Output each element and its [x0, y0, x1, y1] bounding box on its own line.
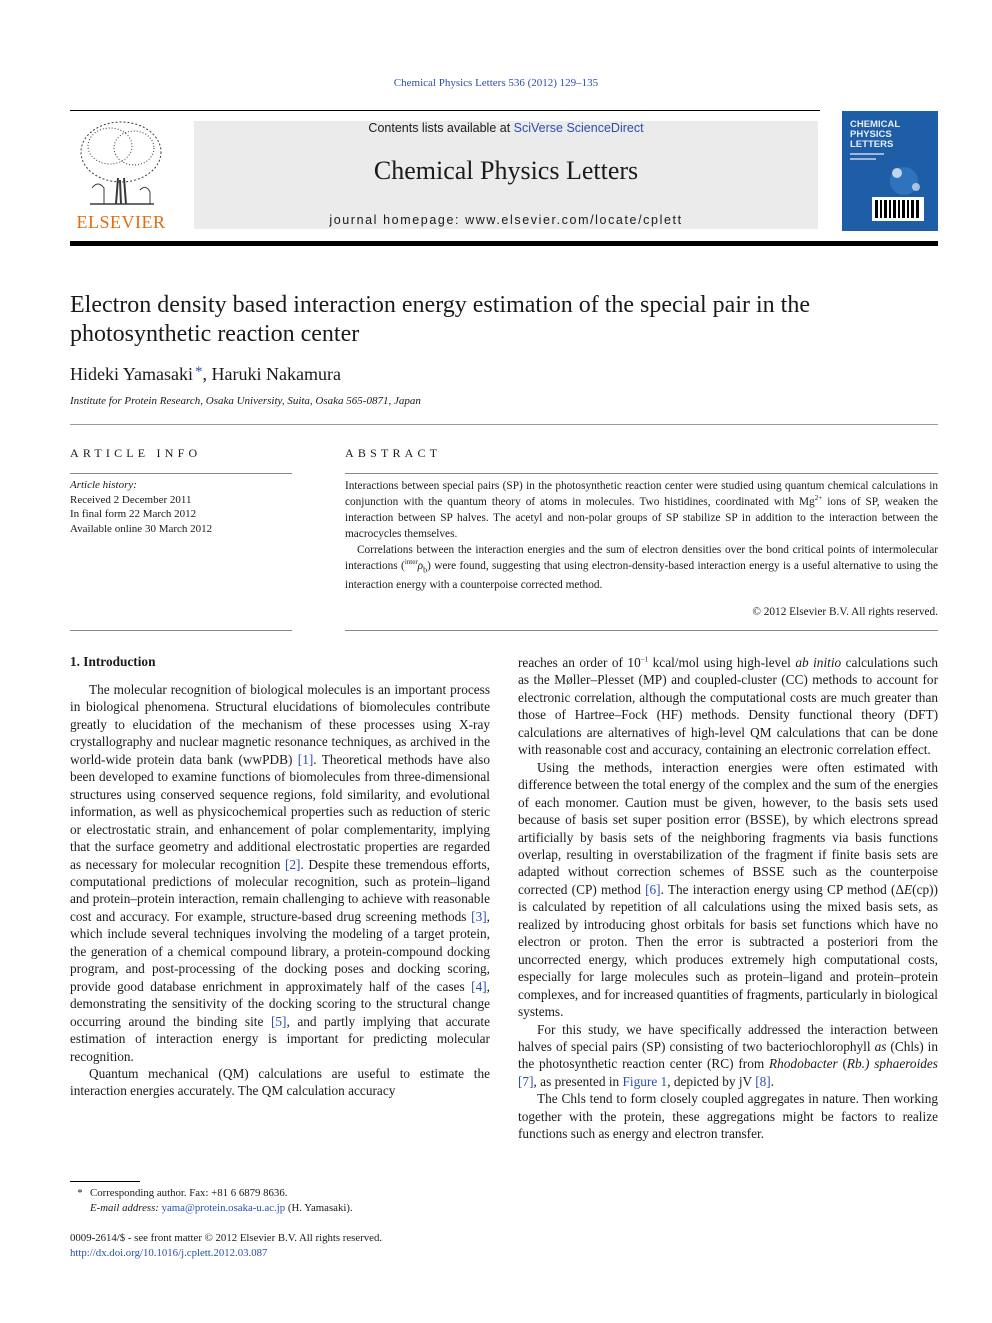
- citation-link[interactable]: [8]: [755, 1073, 771, 1089]
- header-thick-rule: [70, 241, 938, 246]
- citation-link[interactable]: [3]: [471, 908, 487, 924]
- issn-line: 0009-2614/$ - see front matter © 2012 Elsevier B.V. All rights reserved.: [70, 1232, 383, 1244]
- citation-link[interactable]: [6]: [645, 881, 661, 897]
- cover-title-line: CHEMICAL: [850, 119, 901, 130]
- footnote: [70, 1186, 490, 1216]
- body-text: (cp)) is calculated by repetition of all calculations using the mixed basis sets, as realized by introducing ghost orbitals for basis set functions which have no electron or proton. Then the error is subtracted a posteriori from the uncorrected energy, which produces extremely high computational costs, especially for large molecules such as protein–ligand and protein–protein complexes, and for increased quantities of fragments, particularly in biological systems.: [518, 881, 938, 1020]
- footnote-star: *: [77, 1187, 83, 1199]
- body-text: (Chls) in the photosynthetic reaction center (RC) from: [518, 1038, 939, 1072]
- header-rule: [70, 110, 820, 111]
- author-name: Haruki Nakamura: [211, 364, 341, 384]
- abstract-text: Correlations between the interaction energies and the sum of electron densities over the bond critical points of intermolecular interactions (: [345, 543, 938, 572]
- citation-link[interactable]: [1]: [297, 751, 314, 767]
- journal-homepage[interactable]: journal homepage: www.elsevier.com/locate/cplett: [329, 213, 683, 227]
- article-info-rule: [70, 473, 292, 474]
- email-link[interactable]: yama@protein.osaka-u.ac.jp: [161, 1202, 286, 1214]
- rho-symbol: ρ: [417, 559, 424, 572]
- superscript: −1: [640, 655, 649, 664]
- citation-link[interactable]: [7]: [518, 1073, 534, 1089]
- italic-text: ab initio: [795, 655, 842, 670]
- footnote-text: Corresponding author. Fax: +81 6 6879 8636.: [90, 1187, 288, 1199]
- superscript: inter: [404, 557, 418, 566]
- journal-citation[interactable]: Chemical Physics Letters 536 (2012) 129–135: [393, 77, 599, 89]
- footnote-corresponding: [70, 1186, 490, 1201]
- body-text: , demonstrating the sensitivity of the docking scoring to the structural change occurring around the binding site: [70, 978, 490, 1029]
- abstract-bottom-rule: [345, 630, 938, 631]
- body-text: , and partly implying that accurate estimation of interaction energy is important for predicting molecular recognition.: [70, 1013, 490, 1064]
- body-text: calculations such as the Møller–Plesset (MP) and coupled-cluster (CC) methods to account for electronic correlation, although the computational costs are much greater than those of Hartree–Fock (HF) methods. Density functional theory (DFT) calculations are alternatives of high-level QM calculations that can be done with reasonable cost and accuracy, containing an electronic correlation effect.: [518, 655, 938, 758]
- journal-title: Chemical Physics Letters: [373, 156, 639, 185]
- body-paragraph: Quantum mechanical (QM) calculations are useful to estimate the interaction energies accurately. The QM calculation accuracy: [70, 1065, 490, 1099]
- history-label: Article history:: [70, 479, 137, 491]
- abstract-rule: [345, 473, 938, 474]
- citation-link[interactable]: [4]: [471, 978, 487, 994]
- history-final-form: In final form 22 March 2012: [70, 508, 197, 521]
- article-history: [70, 478, 292, 536]
- author-name: Hideki Yamasaki: [70, 364, 193, 384]
- corresponding-author-mark[interactable]: *: [195, 364, 203, 380]
- figure-link[interactable]: Figure 1: [622, 1073, 668, 1089]
- superscript: 2+: [814, 494, 823, 503]
- body-column-right: [518, 654, 938, 1143]
- body-text: The molecular recognition of biological molecules is an important process in biological phenomena. Structural elucidations of biomolecules contribute greatly to elucidation of the mechanism of these processes using X-ray crystallography and nuclear magnetic resonance techniques, as archived in the world-wide protein data bank (wwPDB): [70, 682, 490, 767]
- citation-link[interactable]: [2]: [284, 856, 301, 872]
- italic-text: as: [874, 1038, 887, 1054]
- article-info-heading: ARTICLE INFO: [70, 446, 202, 460]
- abstract-body: [345, 479, 938, 594]
- footnote-rule: [70, 1181, 140, 1182]
- doi-link[interactable]: http://dx.doi.org/10.1016/j.cplett.2012.03.087: [70, 1246, 268, 1259]
- body-text: Using the methods, interaction energies were often estimated with difference between the total energy of the complex and the sum of the energies of each monomer. Caution must be given, however, to the basis sets used because of basis set super position error (BSSE), by which electrons spread artificially by basis sets of the neighboring fragments via basis functions overlap, resulting in overstabilization of the fragment if finite basis sets are adapted without correction schemes of BSSE such as the counterpoise corrected (CP) method: [518, 759, 938, 897]
- abstract-paragraph: [345, 543, 938, 594]
- body-text: , as presented in: [533, 1073, 623, 1089]
- footnote-email: [70, 1201, 490, 1216]
- journal-cover-thumbnail[interactable]: [842, 111, 938, 231]
- elsevier-tree-icon: [70, 118, 172, 210]
- italic-text: E: [904, 881, 913, 897]
- body-text: . The interaction energy using CP method (Δ: [660, 881, 905, 897]
- body-text: , depicted by jV: [667, 1073, 756, 1089]
- section-heading-introduction: 1. Introduction: [70, 654, 156, 669]
- body-text: .: [770, 1073, 775, 1089]
- citation-link[interactable]: [5]: [270, 1013, 287, 1029]
- elsevier-wordmark: ELSEVIER: [76, 212, 166, 232]
- body-text: kcal/mol using high-level: [648, 655, 796, 670]
- body-paragraph: [518, 654, 938, 759]
- cover-artwork-icon: [842, 111, 938, 231]
- cover-title-line: PHYSICS: [850, 129, 892, 140]
- body-paragraph: [70, 681, 490, 1065]
- history-online: Available online 30 March 2012: [70, 522, 213, 535]
- body-column-left: [70, 681, 490, 1100]
- subscript: b: [423, 564, 428, 574]
- body-paragraph: [518, 1021, 938, 1091]
- abstract-text: Interactions between special pairs (SP) in the photosynthetic reaction center were studied using quantum chemical calculations in conjunction with the quantum theory of atoms in molecules. Two histidines, coordinated with Mg: [345, 480, 938, 508]
- body-text: For this study, we have specifically addressed the interaction between halves of special pairs (SP) consisting of two bacteriochlorophyll: [518, 1021, 938, 1054]
- contents-prefix: Contents lists available at: [368, 121, 514, 135]
- elsevier-logo[interactable]: [70, 118, 172, 233]
- italic-text: Rb.) sphaeroides: [846, 1056, 938, 1072]
- body-text: (: [837, 1056, 847, 1072]
- abstract-paragraph: [345, 479, 938, 543]
- title-rule: [70, 424, 938, 425]
- body-paragraph: [518, 759, 938, 1021]
- copyright-notice: © 2012 Elsevier B.V. All rights reserved.: [752, 606, 938, 618]
- body-text: . Despite these tremendous efforts, computational predictions of molecular recognition, such as protein–ligand and protein–protein interaction, remain challenging to achieve with reasonable cost and accuracy. For example, structure-based drug screening methods: [70, 856, 490, 924]
- history-received: Received 2 December 2011: [70, 493, 192, 506]
- email-label: E-mail address:: [90, 1202, 159, 1214]
- body-text: , which include several techniques involving the modeling of a target protein, the generation of a chemical compound library, a protein-compound docking program, and post-processing of the docking poses and docking scoring, provide good database enrichment in approximately half of the cases: [70, 908, 490, 994]
- article-info-bottom-rule: [70, 630, 292, 631]
- abstract-heading: ABSTRACT: [345, 446, 442, 460]
- footnote-text: (H. Yamasaki).: [285, 1202, 353, 1214]
- abstract-text: ions of SP, weaken the interaction between SP halves. The acetyl and non-polar groups of SP stabilize SP in addition to the interaction between the macrocycles themselves.: [345, 495, 938, 540]
- contents-line: [194, 121, 818, 135]
- author-separator: ,: [202, 364, 212, 384]
- affiliation: Institute for Protein Research, Osaka University, Suita, Osaka 565-0871, Japan: [70, 395, 421, 407]
- body-paragraph: The Chls tend to form closely coupled aggregates in nature. Then working together with the protein, these aggregations might be factors to realize functions such as energy and electron transfer.: [518, 1091, 938, 1142]
- cover-title-line: LETTERS: [850, 139, 894, 150]
- issn-block: [70, 1231, 490, 1260]
- author-list: [70, 364, 341, 385]
- body-text: . Theoretical methods have also been developed to examine functions of biomolecules from three-dimensional structures using conserved sequence regions, fold similarity, and evolutional information, as well as physicochemical properties such as reduction of steric or electrostatic strain, and enhancement of polar complementarity, implying that the surface geometry and additional electrostatic properties are regarded as necessary for molecular recognition: [70, 751, 490, 872]
- abstract-text: ) were found, suggesting that using electron-density-based interaction energy is a useful alternative to using the interaction energy with a counterpoise corrected method.: [345, 559, 938, 591]
- body-text: reaches an order of 10: [518, 655, 641, 670]
- italic-text: Rhodobacter: [769, 1056, 838, 1072]
- sciverse-link[interactable]: SciVerse ScienceDirect: [513, 121, 644, 135]
- article-title: Electron density based interaction energy estimation of the special pair in the photosynthetic reaction center: [70, 292, 810, 347]
